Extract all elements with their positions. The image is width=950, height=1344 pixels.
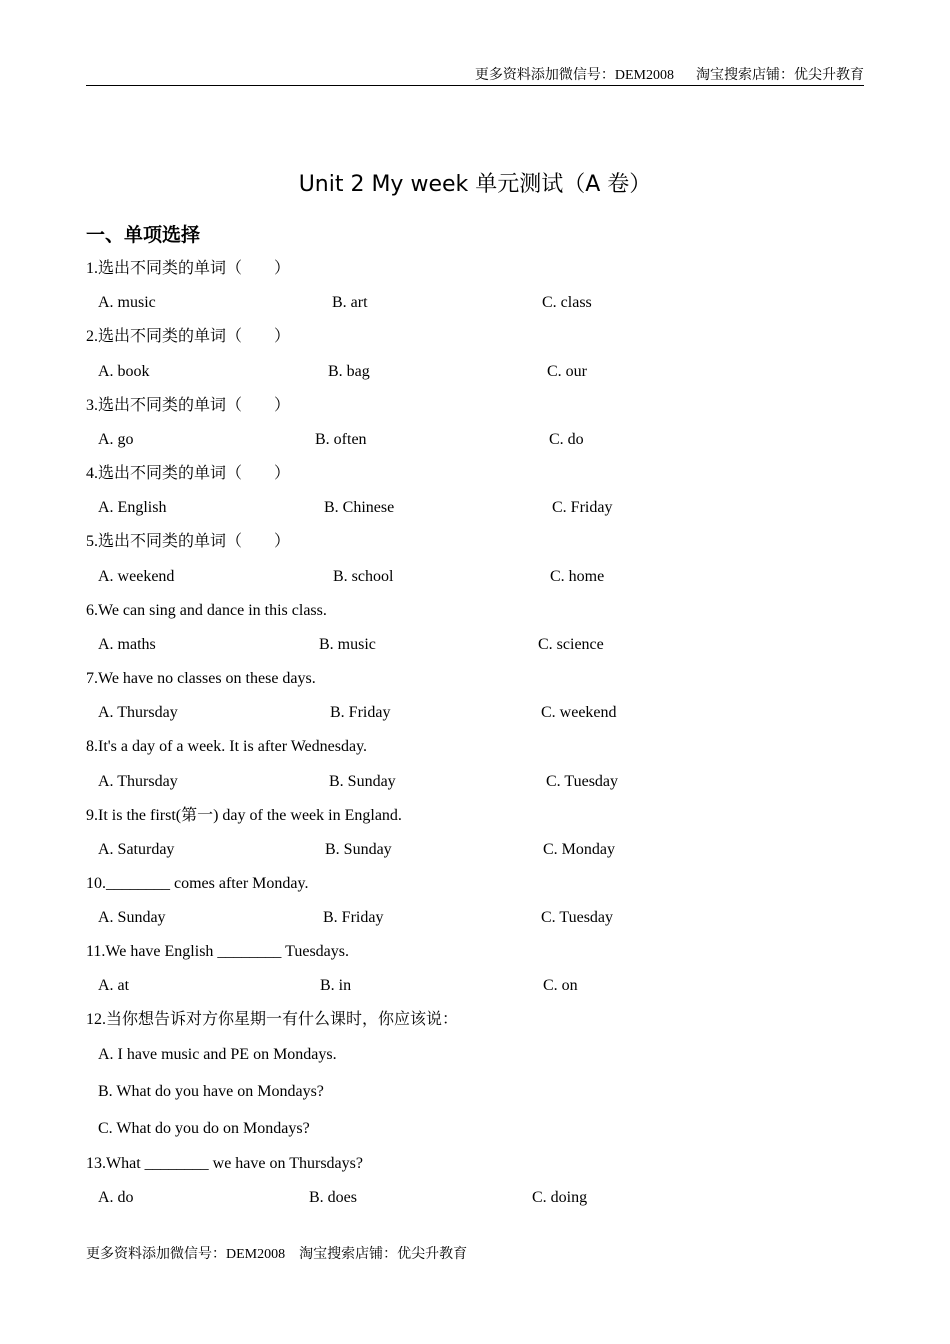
option-b: B. school — [333, 568, 394, 585]
option-c: C. science — [538, 636, 604, 653]
option-a: A. Saturday — [98, 841, 175, 858]
option-b: B. often — [315, 431, 367, 448]
option-c: C. doing — [532, 1189, 588, 1206]
question-text: 8.It's a day of a week. It is after Wednesday. — [86, 738, 368, 755]
option-a: A. Sunday — [98, 909, 166, 926]
option-a: A. do — [98, 1189, 134, 1206]
option-b: B. music — [319, 636, 376, 653]
option-b: B. in — [320, 977, 352, 994]
option-c: C. Friday — [552, 499, 613, 516]
footer-wechat: 更多资料添加微信号：DEM2008 — [86, 1247, 286, 1262]
header-wechat: 更多资料添加微信号：DEM2008 — [474, 68, 674, 83]
option-a: A. weekend — [98, 568, 175, 585]
question-text: 5.选出不同类的单词（ ） — [86, 533, 291, 550]
option-b: B. Chinese — [324, 499, 395, 516]
option-a: A. Thursday — [98, 704, 178, 721]
option-b: B. Sunday — [325, 841, 392, 858]
question-text: 1.选出不同类的单词（ ） — [86, 260, 291, 277]
question-text: 9.It is the first(第一) day of the week in England. — [86, 807, 402, 824]
option-b: B. does — [309, 1189, 357, 1206]
option-b: B. Friday — [323, 909, 384, 926]
option-c: C. Tuesday — [546, 773, 619, 790]
page-title: Unit 2 My week 单元测试（A 卷） — [298, 172, 652, 197]
option-b: B. Sunday — [329, 773, 396, 790]
option-b: B. Friday — [330, 704, 391, 721]
option-c: C. on — [543, 977, 578, 994]
question-text: 12.当你想告诉对方你星期一有什么课时，你应该说： — [86, 1011, 459, 1028]
option-c: C. do — [549, 431, 584, 448]
question-text: 7.We have no classes on these days. — [86, 670, 316, 687]
question-text: 11.We have English ________ Tuesdays. — [86, 943, 349, 960]
question-text: 10.________ comes after Monday. — [86, 875, 309, 892]
option-a: A. at — [98, 977, 130, 994]
option-a: A. music — [98, 294, 156, 311]
page-footer — [86, 1245, 467, 1265]
footer-store: 淘宝搜索店铺：优尖升教育 — [299, 1247, 468, 1262]
option-a: A. Thursday — [98, 773, 178, 790]
page-header — [86, 66, 864, 86]
option-b: B. art — [332, 294, 368, 311]
section-title: 一、单项选择 — [86, 224, 201, 246]
question-text: 6.We can sing and dance in this class. — [86, 602, 327, 619]
option-c: C. our — [547, 363, 587, 380]
option-c: C. What do you do on Mondays? — [98, 1120, 310, 1137]
question-text: 3.选出不同类的单词（ ） — [86, 397, 291, 414]
option-a: A. book — [98, 363, 150, 380]
question-text: 4.选出不同类的单词（ ） — [86, 465, 291, 482]
question-text: 13.What ________ we have on Thursdays? — [86, 1155, 363, 1172]
option-a: A. maths — [98, 636, 156, 653]
option-a: A. go — [98, 431, 134, 448]
header-store: 淘宝搜索店铺：优尖升教育 — [696, 68, 864, 83]
option-c: C. weekend — [541, 704, 617, 721]
option-c: C. class — [542, 294, 592, 311]
option-c: C. Tuesday — [541, 909, 614, 926]
option-c: C. Monday — [543, 841, 615, 858]
option-b: B. What do you have on Mondays? — [98, 1083, 324, 1100]
question-text: 2.选出不同类的单词（ ） — [86, 328, 291, 345]
option-a: A. English — [98, 499, 167, 516]
option-c: C. home — [550, 568, 605, 585]
option-a: A. I have music and PE on Mondays. — [98, 1046, 337, 1063]
option-b: B. bag — [328, 363, 370, 380]
